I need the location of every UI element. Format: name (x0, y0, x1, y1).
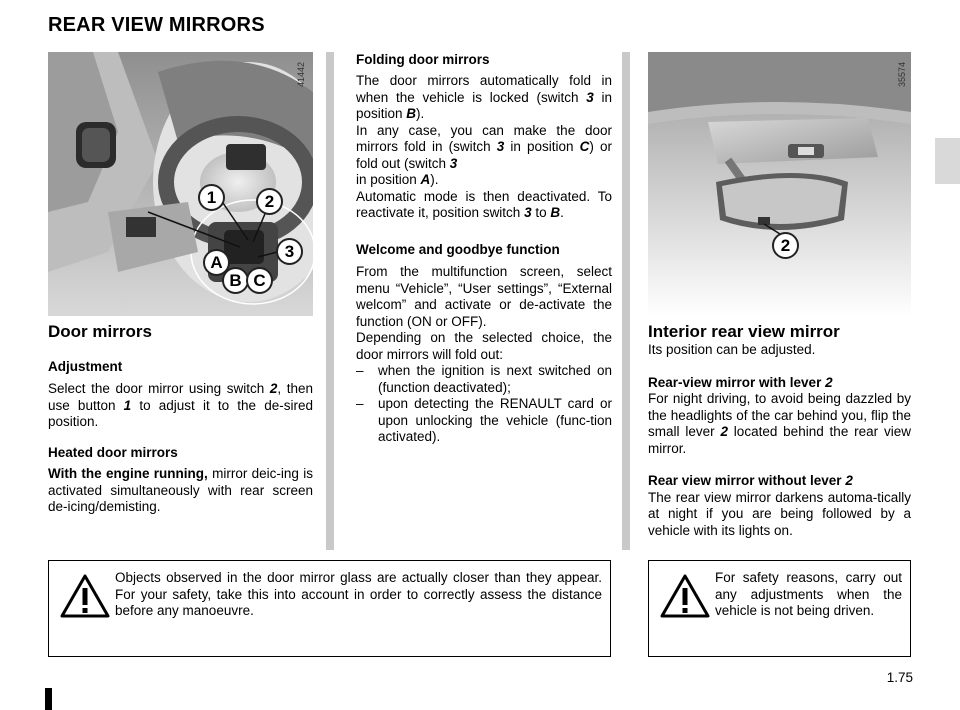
adjustment-heading: Adjustment (48, 359, 123, 374)
welcome-heading: Welcome and goodbye function (356, 242, 560, 257)
car-interior-illustration (48, 52, 313, 316)
section-side-tab (935, 138, 960, 184)
callout-1: 1 (198, 184, 225, 211)
warning-triangle-icon (59, 573, 111, 619)
callout-b: B (222, 267, 249, 294)
warning-left-text: Objects observed in the door mirror glass are actually closer than they appear. For your safety, take this into account in order to correctly assess the distance before any manoeuvre. (115, 570, 602, 618)
welcome-text: From the multifunction screen, select menu “Vehicle”, “User settings”, “External welcom” and activate or de-activate the function (ON or OFF). Depending on the selected choice, the door mirrors will fold out: – when the ignition is next switched on (function deactivated); – upon detecting the RENAULT card or upon unlocking the vehicle (func-tion activated). (356, 264, 612, 444)
adjustment-text: Select the door mirror using switch 2, then use button 1 to adjust it to the de-sired position. (48, 381, 313, 429)
door-mirror-controls-photo (48, 52, 313, 316)
right-image-code: 35574 (897, 62, 907, 88)
heated-mirrors-text: With the engine running, mirror deic-ing is activated simultaneously with rear screen de-icing/demisting. (48, 466, 313, 514)
left-image-code: 41442 (296, 62, 306, 88)
warning-box-right (648, 560, 911, 657)
folding-text: The door mirrors automatically fold in when the vehicle is locked (switch 3 in position B). In any case, you can make the door mirrors fold in (switch 3 in position C) or fold out (switch 3 in position A). Automatic mode is then deactivated. To reactivate it, position switch 3 to B. (356, 73, 613, 220)
page-title: REAR VIEW MIRRORS (48, 14, 265, 36)
column-divider-right (622, 52, 630, 550)
list-item: – upon detecting the RENAULT card or upon unlocking the vehicle (func-tion activated). (356, 396, 612, 444)
page-number: 1.75 (886, 670, 913, 685)
interior-mirror-illustration (648, 52, 911, 317)
warning-right-text: For safety reasons, carry out any adjustments when the vehicle is not being driven. (715, 570, 902, 618)
interior-mirror-text: Its position can be adjusted. Rear-view mirror with lever 2 For night driving, to avoid being dazzled by the headlights of the car behind you, flip the small lever 2 located behind the rear view mirror. Rear view mirror without lever 2 The rear view mirror darkens automa-tically at night if you are being followed by a vehicle with its lights on. (648, 342, 912, 538)
page-corner-mark (45, 688, 52, 710)
callout-2: 2 (256, 188, 283, 215)
callout-c: C (246, 267, 273, 294)
fold-out-list (356, 363, 612, 446)
door-mirrors-heading: Door mirrors (48, 322, 152, 341)
interior-mirror-photo (648, 52, 911, 317)
interior-mirror-heading: Interior rear view mirror (648, 322, 840, 341)
callout-a: A (203, 249, 230, 276)
column-divider-left (326, 52, 334, 550)
warning-box-left (48, 560, 611, 657)
list-item: – when the ignition is next switched on (function deactivated); (356, 363, 612, 395)
warning-triangle-icon (659, 573, 711, 619)
folding-heading: Folding door mirrors (356, 52, 490, 67)
callout-3: 3 (276, 238, 303, 265)
callout-2-interior: 2 (772, 232, 799, 259)
heated-mirrors-heading: Heated door mirrors (48, 445, 178, 460)
